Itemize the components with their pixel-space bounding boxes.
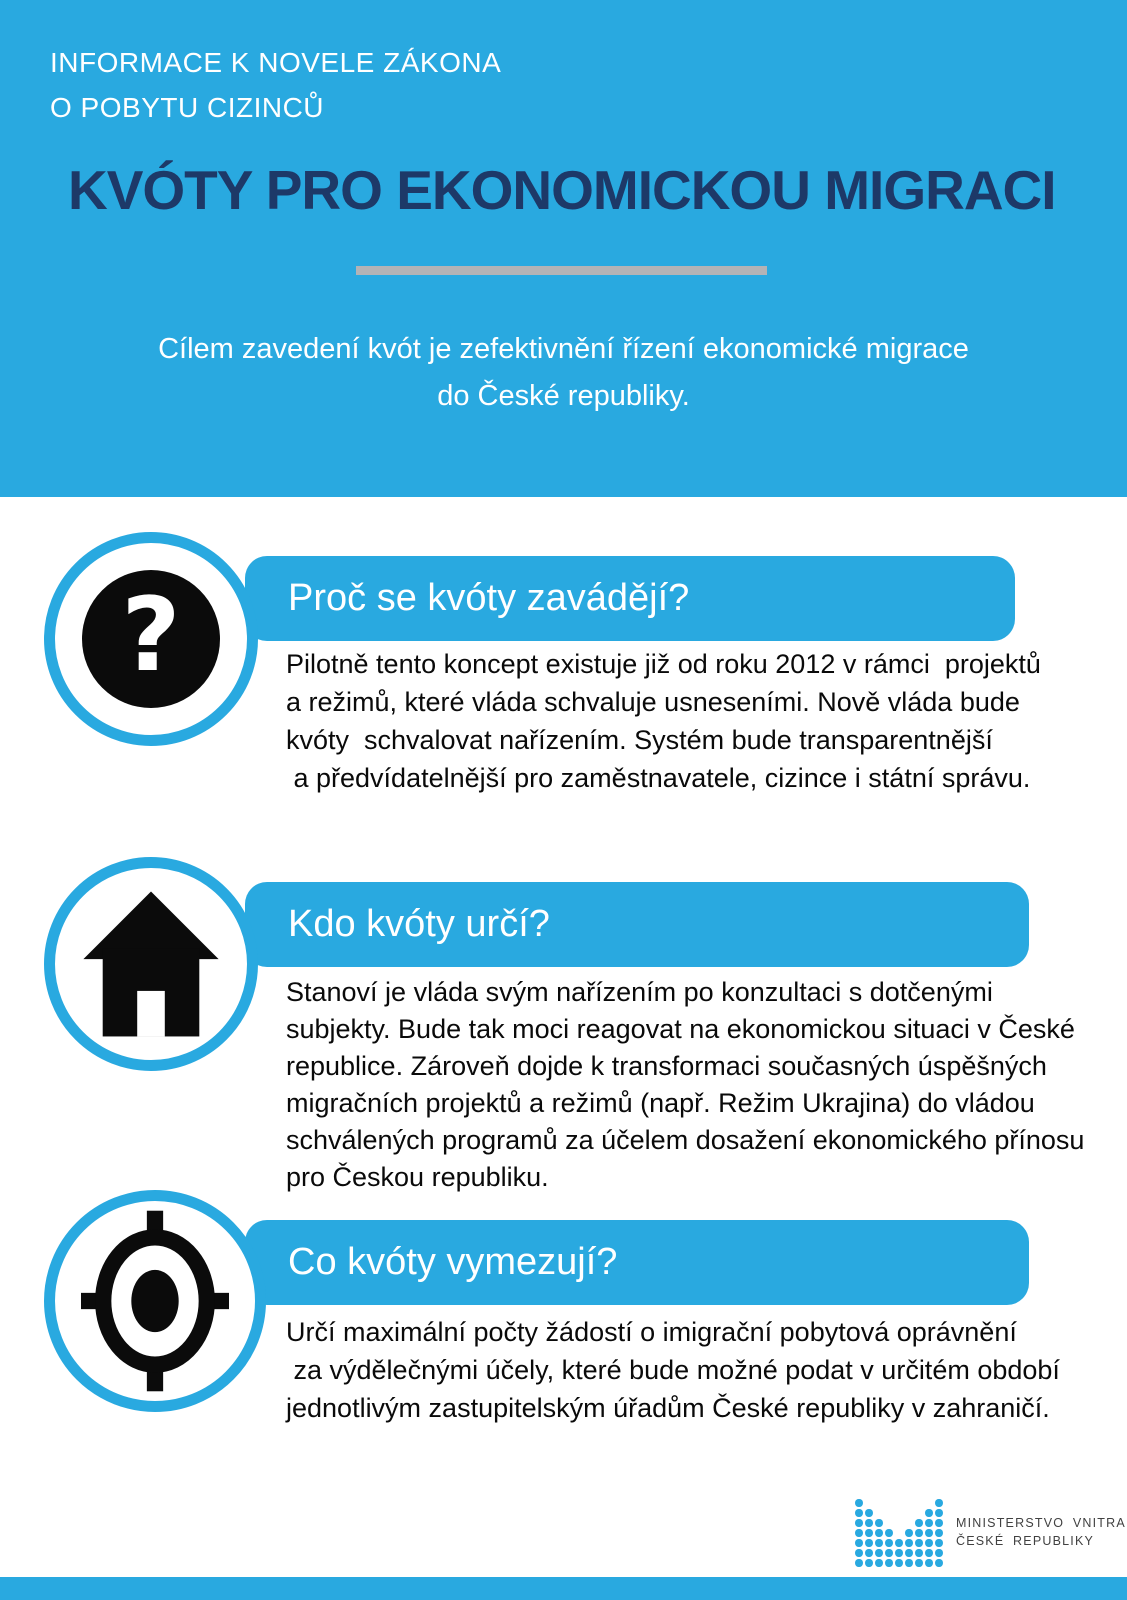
section-why-body [286,645,1041,797]
question-mark-icon [82,570,220,708]
ministry-name-line-1: MINISTERSTVO VNITRA [956,1516,1126,1530]
body-line: republice. Zároveň dojde k transformaci současných úspěšných [286,1051,1047,1081]
section-what-circle [44,1190,266,1412]
eyebrow-text [50,40,501,130]
ministry-name-line-2: ČESKÉ REPUBLIKY [956,1534,1095,1548]
section-who-body [286,974,1084,1196]
section-who-circle [44,857,258,1071]
section-what-title: Co kvóty vymezují? [288,1241,618,1283]
target-icon [81,1210,229,1392]
section-what-title-bar [245,1220,1029,1305]
body-line: Stanoví je vláda svým nařízením po konzultaci s dotčenými [286,977,993,1007]
section-who-title-bar [245,882,1029,967]
ministry-logo-dots [854,1498,944,1568]
body-line: kvóty schvalovat nařízením. Systém bude transparentnější [286,725,993,755]
divider-line [356,266,767,275]
body-line: Určí maximální počty žádostí o imigrační pobytová oprávnění [286,1317,1017,1347]
section-why-circle [44,532,258,746]
body-line: pro Českou republiku. [286,1162,549,1192]
page-title: KVÓTY PRO EKONOMICKOU MIGRACI [68,159,1056,221]
footer-bar [0,1577,1127,1600]
body-line: subjekty. Bude tak moci reagovat na ekonomickou situaci v České [286,1014,1075,1044]
header-band [0,0,1127,497]
eyebrow-line-2: O POBYTU CIZINCŮ [50,92,325,123]
section-who-title: Kdo kvóty určí? [288,903,550,945]
house-icon [82,890,220,1038]
body-line: a předvídatelnější pro zaměstnavatele, cizince i státní správu. [286,763,1031,793]
body-line: a režimů, které vláda schvaluje usneseními. Nově vláda bude [286,687,1020,717]
body-line: Pilotně tento koncept existuje již od roku 2012 v rámci projektů [286,649,1041,679]
section-why-title-bar [245,556,1015,641]
intro-line-2: do České republiky. [437,380,690,412]
question-mark-glyph: ? [121,575,181,695]
intro-text [0,326,1127,420]
body-line: migračních projektů a režimů (např. Režim Ukrajina) do vládou [286,1088,1035,1118]
intro-line-1: Cílem zavedení kvót je zefektivnění řízení ekonomické migrace [158,333,969,365]
ministry-name [956,1514,1126,1550]
section-what-body [286,1313,1060,1427]
body-line: schválených programů za účelem dosažení ekonomického přínosu [286,1125,1085,1155]
eyebrow-line-1: INFORMACE K NOVELE ZÁKONA [50,47,502,78]
body-line: jednotlivým zastupitelským úřadům České republiky v zahraničí. [286,1393,1050,1423]
section-why-title: Proč se kvóty zavádějí? [288,577,690,619]
body-line: za výdělečnými účely, které bude možné podat v určitém období [286,1355,1060,1385]
